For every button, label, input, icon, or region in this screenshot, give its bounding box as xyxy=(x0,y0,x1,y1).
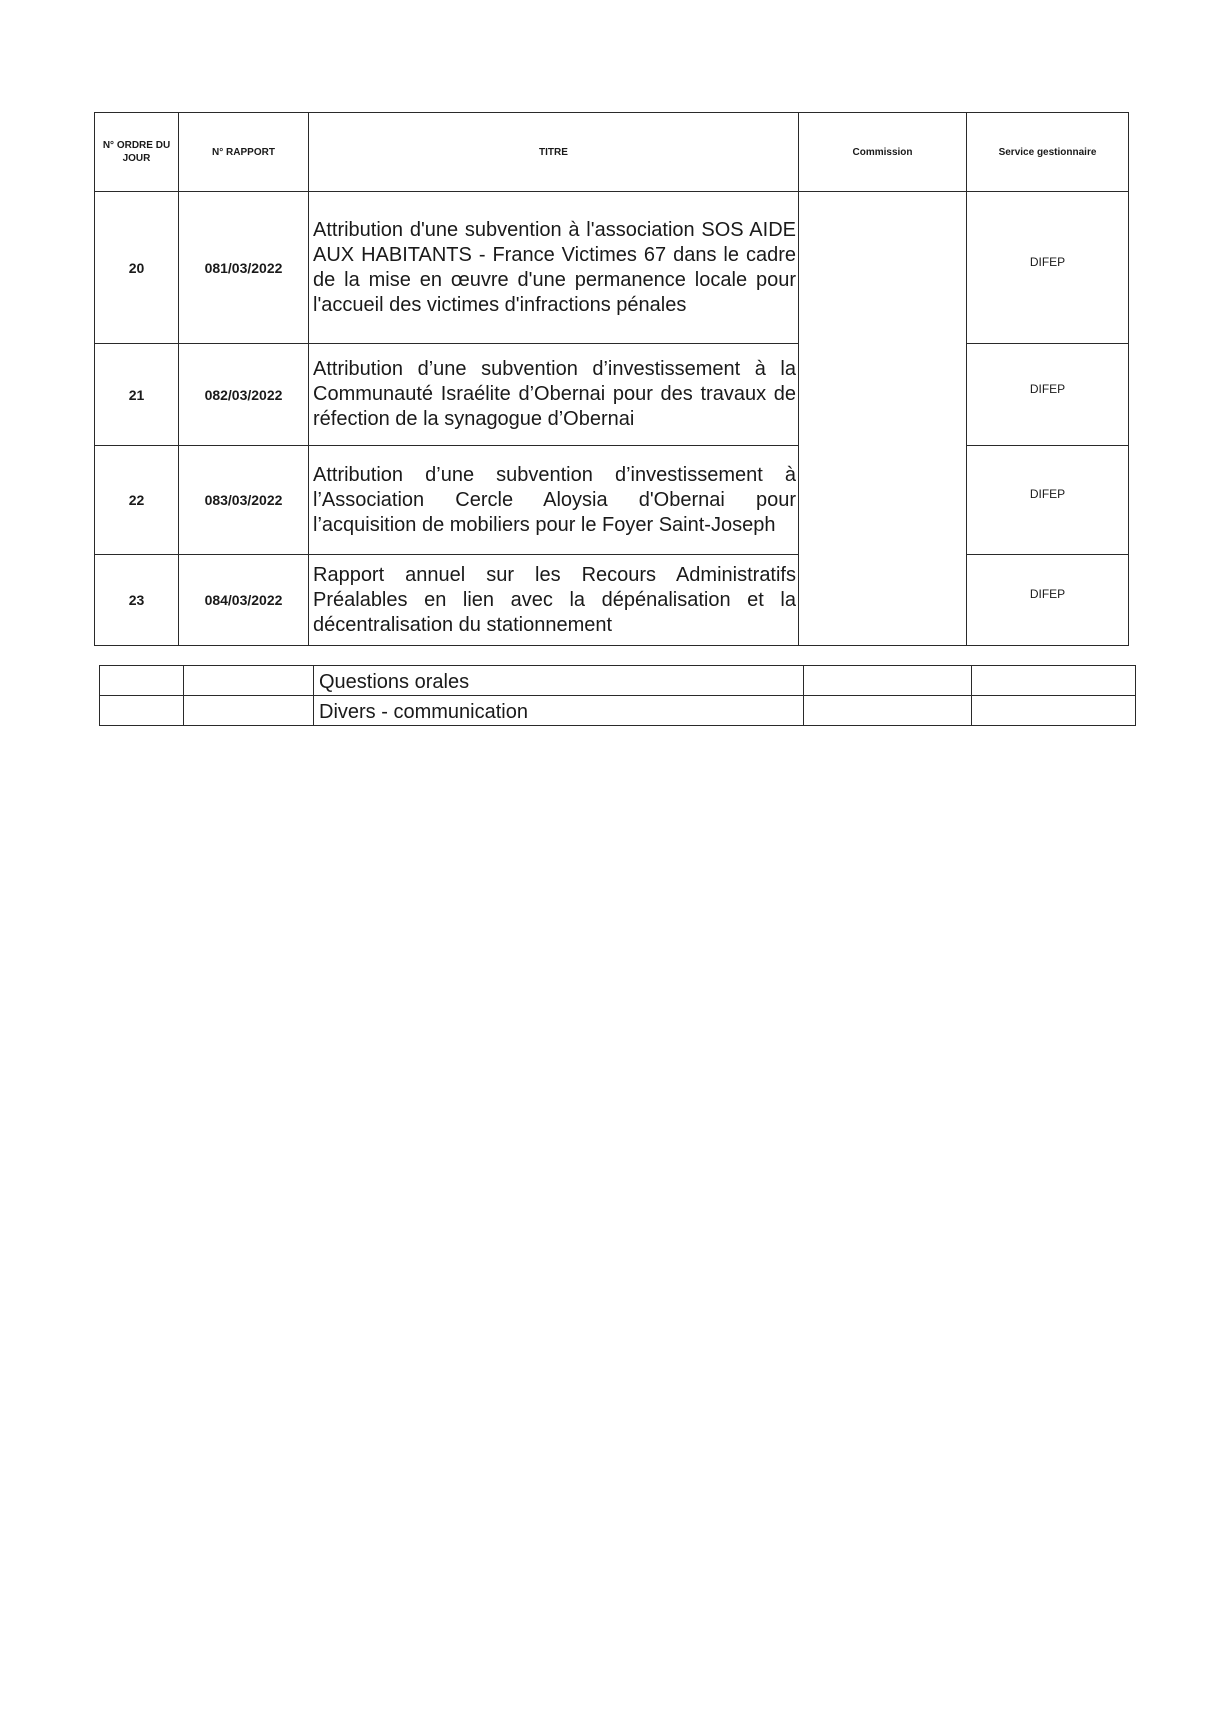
agenda-title: Rapport annuel sur les Recours Administratifs Préalables en lien avec la dépénalisation et la décentralisation du stationnement xyxy=(309,555,799,646)
agenda-title: Attribution d'une subvention à l'association SOS AIDE AUX HABITANTS - France Victimes 67 dans le cadre de la mise en œuvre d'une permanence locale pour l'accueil des victimes d'infractions pénales xyxy=(309,192,799,344)
table-row xyxy=(95,344,1129,446)
order-number: 22 xyxy=(95,446,179,555)
empty-cell xyxy=(100,666,184,696)
commission-cell xyxy=(799,192,967,646)
service-label: DIFEP xyxy=(1029,254,1066,269)
questions-orales-label: Questions orales xyxy=(314,666,804,696)
service-cell xyxy=(967,555,1129,646)
table-row xyxy=(100,666,1136,696)
service-label: DIFEP xyxy=(1029,587,1066,601)
table-row xyxy=(95,446,1129,555)
order-number: 21 xyxy=(95,344,179,446)
header-commission: Commission xyxy=(799,113,967,192)
empty-cell xyxy=(972,696,1136,726)
order-number: 23 xyxy=(95,555,179,646)
empty-cell xyxy=(100,696,184,726)
table-row xyxy=(95,555,1129,646)
service-cell xyxy=(967,446,1129,555)
service-label: DIFEP xyxy=(1029,381,1066,396)
agenda-title: Attribution d’une subvention d’investissement à la Communauté Israélite d’Obernai pour des travaux de réfection de la synagogue d’Obernai xyxy=(309,344,799,446)
table-row xyxy=(95,192,1129,344)
header-report: N° RAPPORT xyxy=(179,113,309,192)
agenda-table xyxy=(94,112,1129,646)
report-number: 081/03/2022 xyxy=(179,192,309,344)
extra-items-table xyxy=(99,665,1136,726)
empty-cell xyxy=(184,696,314,726)
report-number: 082/03/2022 xyxy=(179,344,309,446)
service-label: DIFEP xyxy=(1029,487,1066,501)
table-header-row xyxy=(95,113,1129,192)
divers-communication-label: Divers - communication xyxy=(314,696,804,726)
agenda-title: Attribution d’une subvention d’investissement à l’Association Cercle Aloysia d'Obernai pour l’acquisition de mobiliers pour le Foyer Saint-Joseph xyxy=(309,446,799,555)
report-number: 084/03/2022 xyxy=(179,555,309,646)
service-cell xyxy=(967,192,1129,344)
empty-cell xyxy=(184,666,314,696)
service-cell xyxy=(967,344,1129,446)
header-title: TITRE xyxy=(309,113,799,192)
table-row xyxy=(100,696,1136,726)
header-order: N° ORDRE DU JOUR xyxy=(95,113,179,192)
order-number: 20 xyxy=(95,192,179,344)
report-number: 083/03/2022 xyxy=(179,446,309,555)
header-service: Service gestionnaire xyxy=(967,113,1129,192)
empty-cell xyxy=(804,666,972,696)
empty-cell xyxy=(972,666,1136,696)
empty-cell xyxy=(804,696,972,726)
